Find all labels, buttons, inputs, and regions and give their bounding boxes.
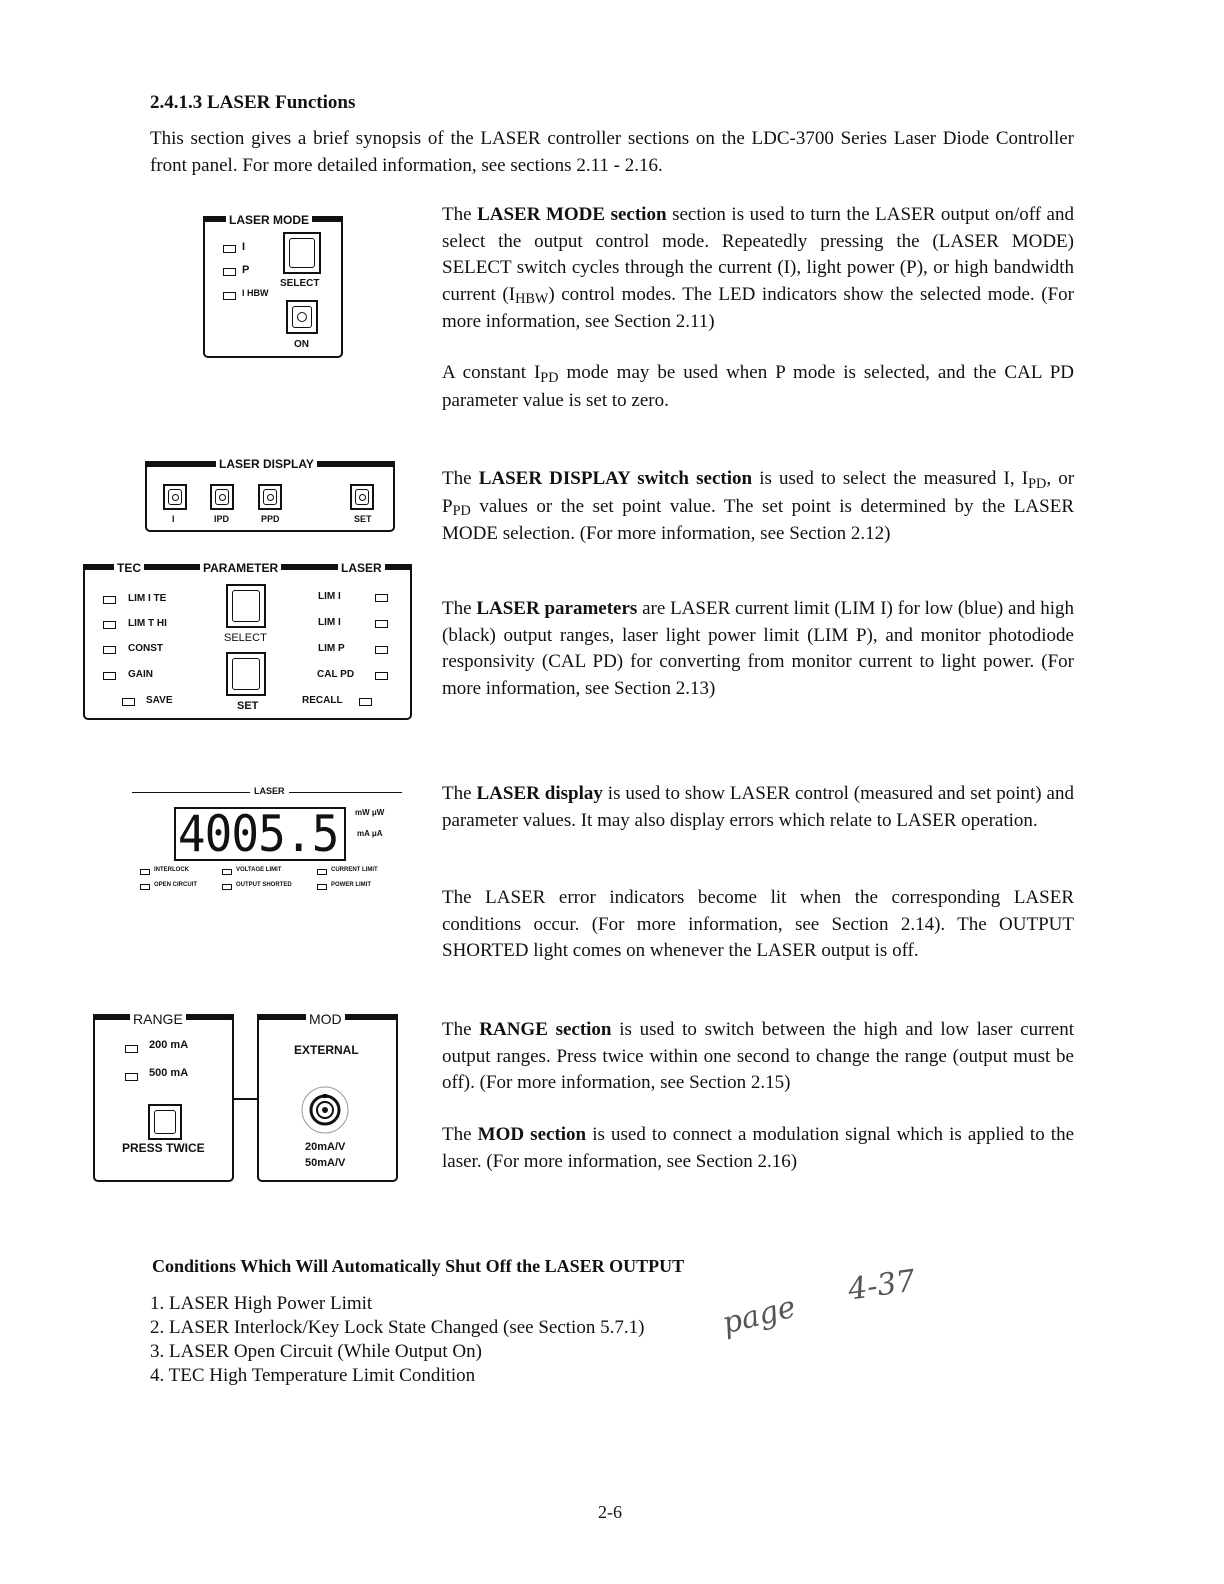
led-ihbw-label: I HBW	[242, 288, 269, 298]
param-select-button[interactable]	[226, 584, 266, 628]
list-item: 4. TEC High Temperature Limit Condition	[150, 1365, 476, 1386]
led-open-circuit	[140, 884, 150, 890]
parameter-title: PARAMETER	[200, 561, 281, 575]
select-label: SELECT	[280, 278, 320, 289]
led-lim-i-te	[103, 596, 116, 604]
display-label: LASER	[250, 786, 289, 796]
display-digits: 4005.5	[177, 805, 339, 863]
units-current: mA μA	[357, 829, 383, 838]
param-select-label: SELECT	[224, 632, 267, 644]
ipd-mode-paragraph: A constant $I_{PD}$ mode may be used when P mode is selected, and the CAL PD parameter value is set to zero.	[442, 362, 1074, 411]
led-lim-p	[375, 646, 388, 654]
handwritten-note-left: page	[718, 1289, 800, 1342]
mod-title: MOD	[306, 1011, 345, 1027]
handwritten-note-right: 4-37	[845, 1263, 918, 1308]
seven-segment-display	[174, 807, 346, 861]
cal-pd-label: CAL PD	[317, 669, 355, 680]
led-lim-t	[103, 621, 116, 629]
laser-mode-paragraph: The LASER MODE section section is used to turn the LASER output on/off and select the output control mode. Repeatedly pressing the (LASER MODE) SELECT switch cycles through the current (I), light power (P), or high bandwidth current $(I_{HBW})$ control modes. The LED indicators show the selected mode. (For more information, see Section 2.11)	[442, 204, 1074, 332]
lim-i-high-label: LIM I	[318, 617, 341, 628]
laser-mode-title: LASER MODE	[226, 213, 312, 227]
b3-label: PPD	[261, 514, 280, 524]
lim-t-label: LIM T HI	[128, 618, 167, 629]
lim-i-low-label: LIM I	[318, 591, 341, 602]
conditions-heading: Conditions Which Will Automatically Shut Off the LASER OUTPUT	[152, 1256, 685, 1276]
display-i-button[interactable]	[163, 484, 187, 510]
led-save	[122, 698, 135, 706]
display-ppd-button[interactable]	[258, 484, 282, 510]
led-i-label: I	[242, 241, 246, 253]
display-set-button[interactable]	[350, 484, 374, 510]
led-recall	[359, 698, 372, 706]
led-200ma	[125, 1045, 138, 1053]
power-limit-label: POWER LIMIT	[331, 882, 371, 888]
list-item: 1. LASER High Power Limit	[150, 1293, 373, 1314]
gain-label: GAIN	[128, 669, 153, 680]
current-limit-label: CURRENT LIMIT	[331, 867, 378, 873]
led-lim-i-high	[375, 620, 388, 628]
b2-label: IPD	[214, 514, 230, 524]
range-button[interactable]	[148, 1104, 182, 1140]
led-const	[103, 646, 116, 654]
parameters-paragraph: The LASER parameters are LASER current limit (LIM I) for low (blue) and high (black) output ranges, laser light power limit (LIM P), and monitor photodiode responsivity (CAL PD) for converting from monitor current to light power. (For more information, see Section 2.13)	[442, 598, 1074, 699]
recall-label: RECALL	[302, 695, 343, 706]
led-output-shorted	[222, 884, 232, 890]
led-cal-pd	[375, 672, 388, 680]
param-set-label: SET	[237, 700, 259, 712]
mod-20ma-label: 20mA/V	[305, 1141, 346, 1153]
led-ihbw	[223, 292, 236, 300]
output-shorted-label: OUTPUT SHORTED	[236, 882, 292, 888]
error-indicators-paragraph: The LASER error indicators become lit when the corresponding LASER conditions occur. (For more information, see Section 2.14). The OUTPUT SHORTED light comes on whenever the LASER output is off.	[442, 887, 1074, 961]
b4-label: SET	[354, 514, 372, 524]
laser-param-title: LASER	[338, 561, 385, 575]
display-switch-paragraph: The LASER DISPLAY switch section is used to select the measured I, $I_{PD}$, or $P_{PD}$ values or the set point value. The set point is determined by the LASER MODE selection. (For more information, see Section 2.12)	[442, 468, 1075, 544]
units-power: mW μW	[355, 808, 385, 817]
open-circuit-label: OPEN CIRCUIT	[154, 882, 198, 888]
led-i	[223, 245, 236, 253]
led-current-limit	[317, 869, 327, 875]
range-500ma-label: 500 mA	[149, 1067, 189, 1079]
external-label: EXTERNAL	[294, 1043, 359, 1057]
tec-title: TEC	[114, 561, 144, 575]
led-lim-i-low	[375, 594, 388, 602]
section-heading: 2.4.1.3 LASER Functions	[150, 92, 356, 113]
bnc-connector-icon[interactable]	[300, 1085, 350, 1135]
panel-connector	[232, 1098, 257, 1100]
range-paragraph: The RANGE section is used to switch between the high and low laser current output ranges. Press twice within one second to change the range (output must be off). (For more information, see Section 2.15)	[442, 1019, 1074, 1093]
led-p	[223, 268, 236, 276]
led-power-limit	[317, 884, 327, 890]
laser-display-paragraph: The LASER display is used to show LASER control (measured and set point) and parameter values. It may also display errors which relate to LASER operation.	[442, 783, 1074, 831]
mod-paragraph: The MOD section is used to connect a modulation signal which is applied to the laser. (For more information, see Section 2.16)	[442, 1124, 1075, 1172]
mode-select-button[interactable]	[283, 232, 321, 274]
led-interlock	[140, 869, 150, 875]
param-set-button[interactable]	[226, 652, 266, 696]
on-label: ON	[294, 339, 309, 350]
conditions-list	[150, 1292, 644, 1388]
lim-i-te-label: LIM I TE	[128, 593, 167, 604]
mod-50ma-label: 50mA/V	[305, 1157, 346, 1169]
output-on-button[interactable]	[286, 300, 318, 334]
page-number: 2-6	[598, 1502, 622, 1522]
voltage-limit-label: VOLTAGE LIMIT	[236, 867, 282, 873]
intro-paragraph: This section gives a brief synopsis of the LASER controller sections on the LDC-3700 Series Laser Diode Controller front panel. For more detailed information, see sections 2.11 - 2.16.	[150, 128, 1074, 176]
display-switch-title: LASER DISPLAY	[216, 457, 317, 471]
b1-label: I	[172, 514, 175, 524]
const-label: CONST	[128, 643, 163, 654]
list-item: 2. LASER Interlock/Key Lock State Changed (see Section 5.7.1)	[150, 1317, 645, 1338]
lim-p-label: LIM P	[318, 643, 345, 654]
list-item: 3. LASER Open Circuit (While Output On)	[150, 1341, 482, 1362]
range-200ma-label: 200 mA	[149, 1039, 189, 1051]
save-label: SAVE	[146, 695, 173, 706]
led-gain	[103, 672, 116, 680]
display-ipd-button[interactable]	[210, 484, 234, 510]
led-500ma	[125, 1073, 138, 1081]
press-twice-label: PRESS TWICE	[122, 1141, 205, 1155]
interlock-label: INTERLOCK	[154, 867, 189, 873]
led-voltage-limit	[222, 869, 232, 875]
led-p-label: P	[242, 264, 250, 276]
range-title: RANGE	[130, 1011, 186, 1027]
